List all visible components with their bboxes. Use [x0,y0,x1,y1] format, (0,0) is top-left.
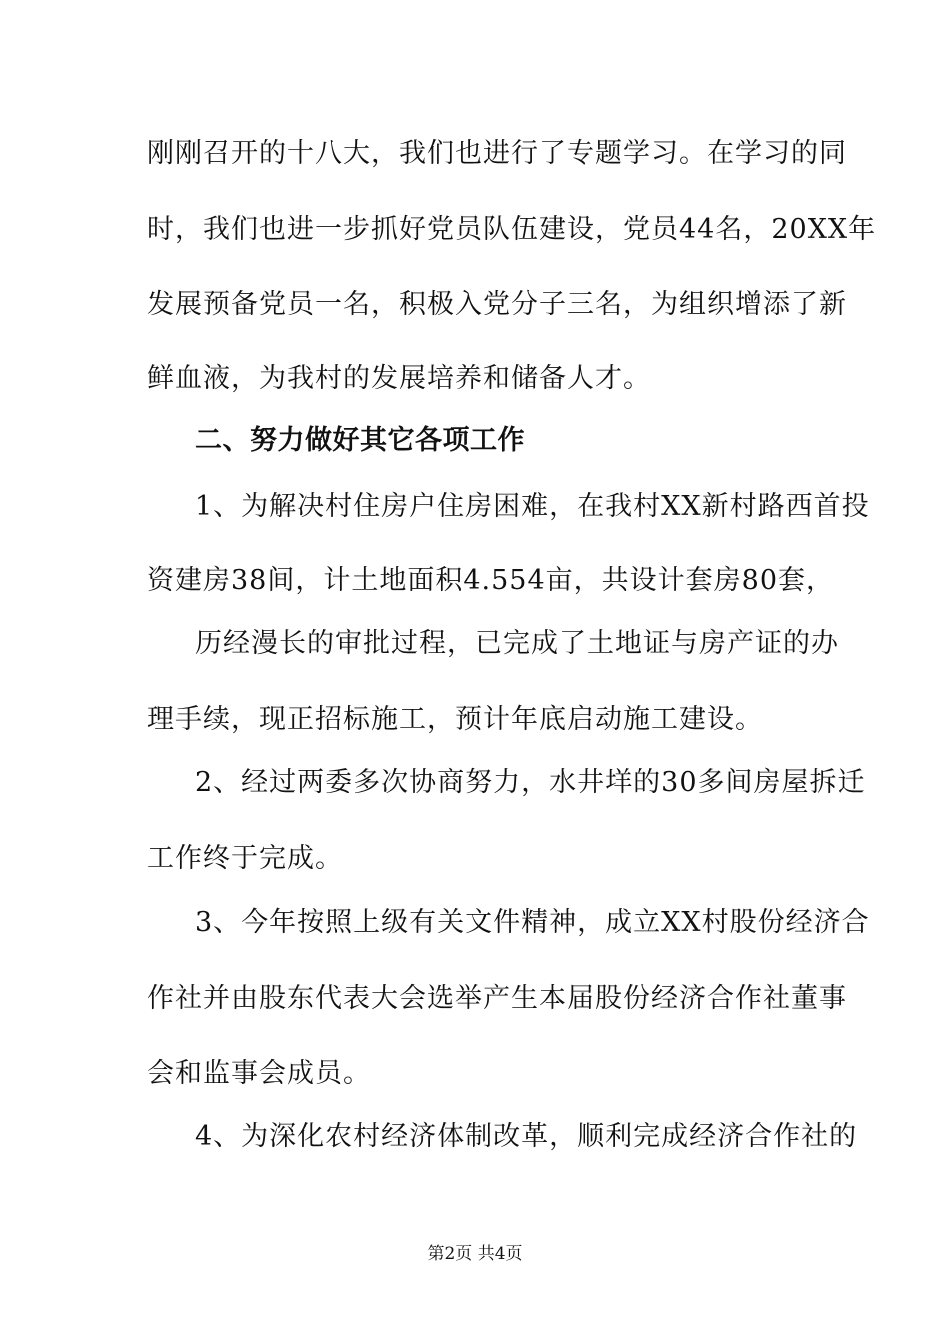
text-line-11: 工作终于完成。 [147,843,343,874]
text-line-1: 刚刚召开的十八大，我们也进行了专题学习。在学习的同 [147,138,847,169]
text-line-6: 1、为解决村住房户住房困难，在我村XX新村路西首投 [195,491,870,522]
text-line-7: 资建房38间，计土地面积4.554亩，共设计套房80套， [147,565,835,596]
text-line-10: 2、经过两委多次协商努力，水井垟的30多间房屋拆迁 [195,767,866,798]
text-line-13: 作社并由股东代表大会选举产生本届股份经济合作社董事 [147,983,847,1014]
text-line-15: 4、为深化农村经济体制改革，顺利完成经济合作社的 [195,1121,858,1152]
text-line-9: 理手续，现正招标施工，预计年底启动施工建设。 [147,704,763,735]
page-footer: 第2页 共4页 [427,1244,523,1264]
text-line-2: 时，我们也进一步抓好党员队伍建设，党员44名，20XX年 [147,214,877,245]
text-line-4: 鲜血液，为我村的发展培养和储备人才。 [147,363,651,394]
text-line-8: 历经漫长的审批过程，已完成了土地证与房产证的办 [195,628,839,659]
text-line-14: 会和监事会成员。 [147,1058,371,1089]
text-line-12: 3、今年按照上级有关文件精神，成立XX村股份经济合 [195,907,870,938]
section-heading: 二、努力做好其它各项工作 [195,425,525,456]
text-line-3: 发展预备党员一名，积极入党分子三名，为组织增添了新 [147,289,847,320]
